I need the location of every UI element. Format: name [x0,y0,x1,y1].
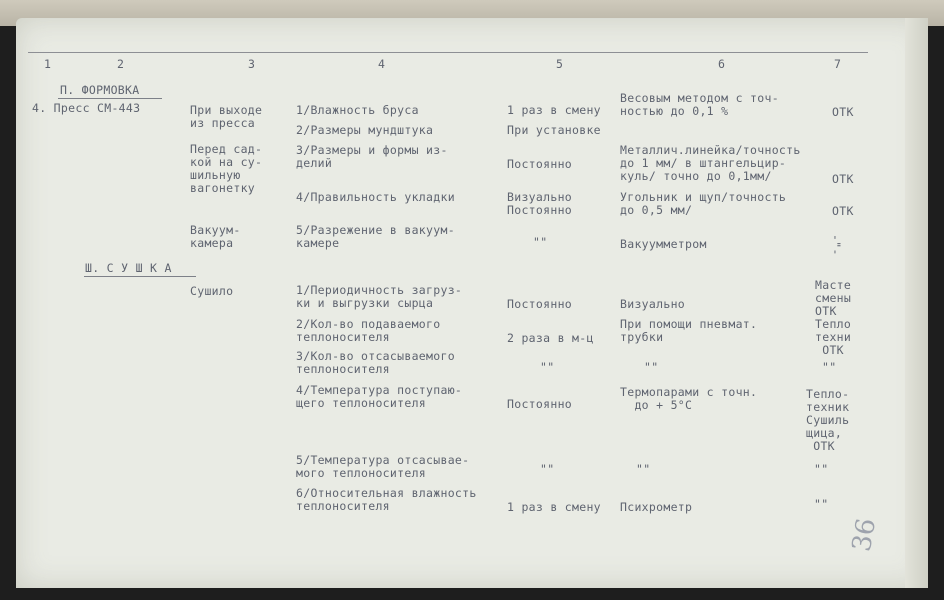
place-2: Перед сад- кой на су- шильную вагонетку [190,142,263,195]
place-4: Сушило [190,284,234,298]
control-b3: "" [822,360,837,374]
section-forming: П. ФОРМОВКА [60,83,140,97]
method-a4: Угольник и щуп/точность до 0,5 мм/ [620,190,787,217]
method-b5: "" [636,462,651,476]
param-b5: 5/Температура отсасывае- мого теплоносителя [296,453,470,480]
freq-b3: "" [540,360,555,374]
col-7: 7 [834,57,842,71]
place-1: При выходе из пресса [190,103,263,130]
param-a5: 5/Разрежение в вакуум- камере [296,223,455,250]
freq-a4: Визуально Постоянно [507,190,573,217]
page-number-handwritten: 36 [846,516,883,554]
freq-b1: Постоянно [507,297,573,311]
control-a3: ОТК [832,172,854,186]
method-a1: Весовым методом с точ- ностью до 0,1 % [620,91,779,118]
freq-b6: 1 раз в смену [507,500,601,514]
col-6: 6 [718,57,726,71]
freq-a1: 1 раз в смену [507,103,601,117]
method-b2: При помощи пневмат. трубки [620,317,758,344]
section-underline [84,276,196,277]
control-b5: "" [814,462,829,476]
param-a2: 2/Размеры мундштука [296,123,434,137]
param-b4: 4/Температура поступаю- щего теплоносителя [296,383,463,410]
param-b2: 2/Кол-во подаваемого теплоносителя [296,317,441,344]
freq-b2: 2 раза в м-ц [507,331,594,345]
col-4: 4 [378,57,386,71]
freq-a3: Постоянно [507,157,573,171]
section-drying: Ш. С У Ш К А [85,261,172,275]
param-b6: 6/Относительная влажность теплоносителя [296,486,477,513]
param-b3: 3/Кол-во отсасываемого теплоносителя [296,349,455,376]
place-3: Вакуум- камера [190,223,241,250]
header-rule [28,52,868,53]
control-a4: ОТК [832,204,854,218]
control-b2: Тепло техни ОТК [815,317,852,357]
equipment-press: 4. Пресс СМ-443 [32,101,141,115]
method-b1: Визуально [620,297,686,311]
page-edge [905,18,928,588]
control-a5: -"- [829,234,843,256]
freq-b4: Постоянно [507,397,573,411]
method-b3: "" [644,360,659,374]
freq-a5: "" [533,235,548,249]
col-2: 2 [117,57,125,71]
section-underline [58,98,162,99]
control-b4: Тепло- техник Сушиль щица, ОТК [806,387,850,453]
freq-a2: При установке [507,123,601,137]
param-a3: 3/Размеры и формы из- делий [296,143,448,170]
method-a3: Металлич.линейка/точность до 1 мм/ в штангельцир- куль/ точно до 0,1мм/ [620,143,801,183]
control-b6: "" [814,497,829,511]
col-1: 1 [44,57,52,71]
col-3: 3 [248,57,256,71]
method-b6: Психрометр [620,500,693,514]
method-b4: Термопарами с точн. до + 5°С [620,385,758,412]
param-a4: 4/Правильность укладки [296,190,455,204]
method-a5: Вакуумметром [620,237,707,251]
param-a1: 1/Влажность бруса [296,103,419,117]
col-5: 5 [556,57,564,71]
param-b1: 1/Периодичность загруз- ки и выгрузки сырца [296,283,463,310]
control-a1: ОТК [832,105,854,119]
control-b1: Масте смены ОТК [815,278,852,318]
freq-b5: "" [540,462,555,476]
